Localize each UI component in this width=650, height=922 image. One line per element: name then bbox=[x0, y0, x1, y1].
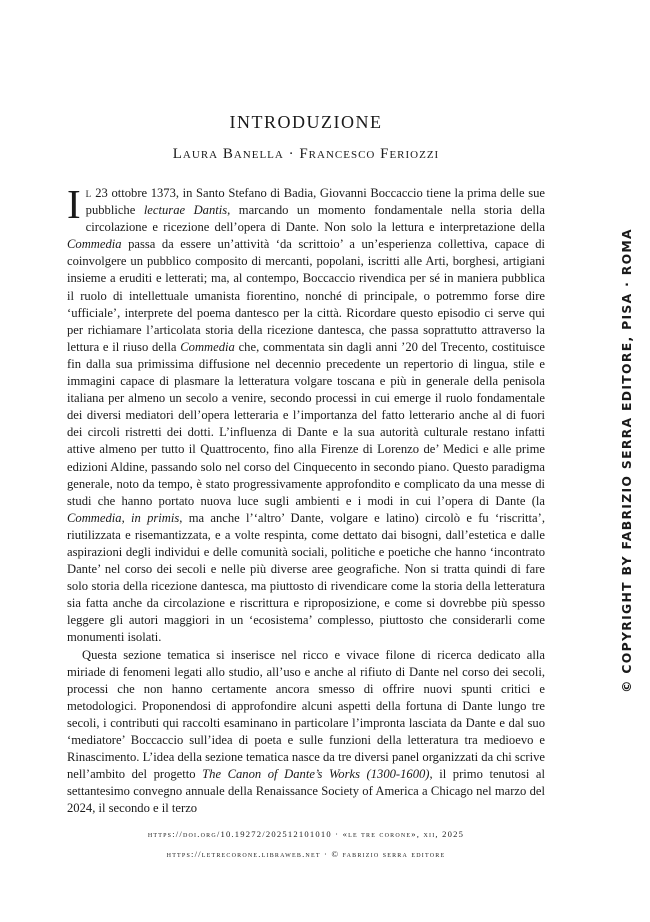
p1-text-5: , ma anche l’‘altro’ Dante, volgare e latino) circolò e fu ‘riscritta’, riutilizzata e risemantizzata, e a volte respinta, come dettato dai bisogni, dall’estetica e dalle aspirazioni degli individui e delle comunità sociali, politiche e poetiche che hanno ‘incontrato Dante’ nel corso dei secoli e nelle più diverse aree geografiche. Non si tratta quindi di fare solo storia della ricezione dantesca, ma piuttosto di rivendicare come la storia della letteratura sia fatta anche da circolazione e riscrittura e riproposizione, e come si dovrebbe più spesso leggere gli autori maggiori in un ‘ecosistema’ complesso, piuttosto che considerarli come monumenti isolati. bbox=[67, 510, 545, 645]
p1-emphasis-4: Commedia, in primis bbox=[67, 510, 180, 525]
p2-text-1: Questa sezione tematica si inserisce nel ricco e vivace filone di ricerca dedicato alla miriade di fenomeni legati allo studio, all’uso e anche al rifiuto di Dante nel corso dei secoli, processi che non hanno certamente ancora smesso di offrire nuovi spunti critici e metodologici. Proponendosi di approfondire alcuni aspetti della fortuna di Dante lungo tre secoli, i contributi qui raccolti esaminano in particolare l’impronta lasciata da Dante e dal suo ‘mediatore’ Boccaccio sull’idea di poeta e sulle funzioni della letteratura tra medioevo e Rinascimento. L’idea della sezione tematica nasce da tre diversi panel organizzati da chi scrive nell’ambito del progetto bbox=[67, 647, 545, 782]
p1-emphasis-1: lecturae Dantis bbox=[143, 203, 228, 218]
p1-text-1: 23 ottobre 1373, in Santo Stefano di Badia, Giovanni Boccaccio tiene la prima delle sue pubbliche bbox=[85, 186, 545, 218]
article-title: INTRODUZIONE bbox=[229, 112, 383, 132]
lead-small-caps: l bbox=[85, 186, 92, 200]
paragraph-2 bbox=[67, 647, 545, 818]
footer-doi-line: https://doi.org/10.19272/202512101010 · «le tre corone», xii, 2025 bbox=[147, 829, 465, 839]
p2-emphasis-1: The Canon of Dante’s Works (1300-1600) bbox=[202, 767, 430, 782]
p1-emphasis-2: Commedia bbox=[67, 237, 122, 252]
article-body bbox=[67, 181, 546, 817]
p1-emphasis-3: Commedia bbox=[180, 339, 235, 354]
copyright-notice: © COPYRIGHT BY FABRIZIO SERRA EDITORE, PISA · ROMA bbox=[618, 227, 634, 693]
p1-text-2: , marcando un momento fondamentale nella storia della circolazione e ricezione dell’opera di Dante. Non solo la lettura e interpretazione della bbox=[85, 203, 546, 235]
p1-text-3: passa da essere un’attività ‘da scrittoio’ a un’esperienza collettiva, capace di coinvolgere un pubblico composito di mercanti, popolani, iscritti alle Arti, borghesi, artigiani insieme a eruditi e letterati; ma, al contempo, Boccaccio rivendica per sé in maniera pubblica il ruolo di intellettuale umanista fiorentino, nonché di principale, o potremmo forse dire ‘ufficiale’, interprete del poema dantesco per la città. Ricordare questo episodio ci serve qui per richiamare l’articolata storia della ricezione dantesca, che passa soprattutto attraverso la lettura e il riuso della bbox=[67, 237, 545, 354]
article-authors: Laura Banella · Francesco Feriozzi bbox=[172, 146, 440, 162]
footer-url-line: https://letrecorone.libraweb.net · © fabrizio serra editore bbox=[166, 849, 446, 859]
paragraph-1 bbox=[67, 181, 546, 647]
p1-text-4: che, commentata sin dagli anni ’20 del Trecento, costituisce fin dalla sua primissima diffusione nel decennio precedente un repertorio di lingua, stile e immagini capace di plasmare la letteratura volgare toscana e più in generale della penisola italiana per almeno un secolo a venire, secondo processi in cui emerge il ruolo fondamentale dei diversi mediatori dell’opera letteraria e l’importanza del fatto letterario anche al di fuori dei circoli ristretti dei dotti. L’influenza di Dante e la sua autorità culturale restano infatti attive almeno per tutto il Quattrocento, fino alla Firenze di Lorenzo de’ Medici e alle prime edizioni Aldine, passando solo nel corso del Cinquecento in secondo piano. Questo paradigma generale, noto da tempo, è stato progressivamente approfondito e complicato da una messe di studi che hanno portato nuova luce sugli ambienti e i modi in cui l’opera di Dante (la bbox=[67, 339, 545, 508]
drop-cap: I bbox=[67, 181, 81, 227]
p2-text-2: , il primo tenutosi al settantesimo convegno annuale della Renaissance Society of America a Chicago nel marzo del 2024, il secondo e il terzo bbox=[67, 767, 546, 816]
copyright-sidebar bbox=[614, 225, 638, 695]
